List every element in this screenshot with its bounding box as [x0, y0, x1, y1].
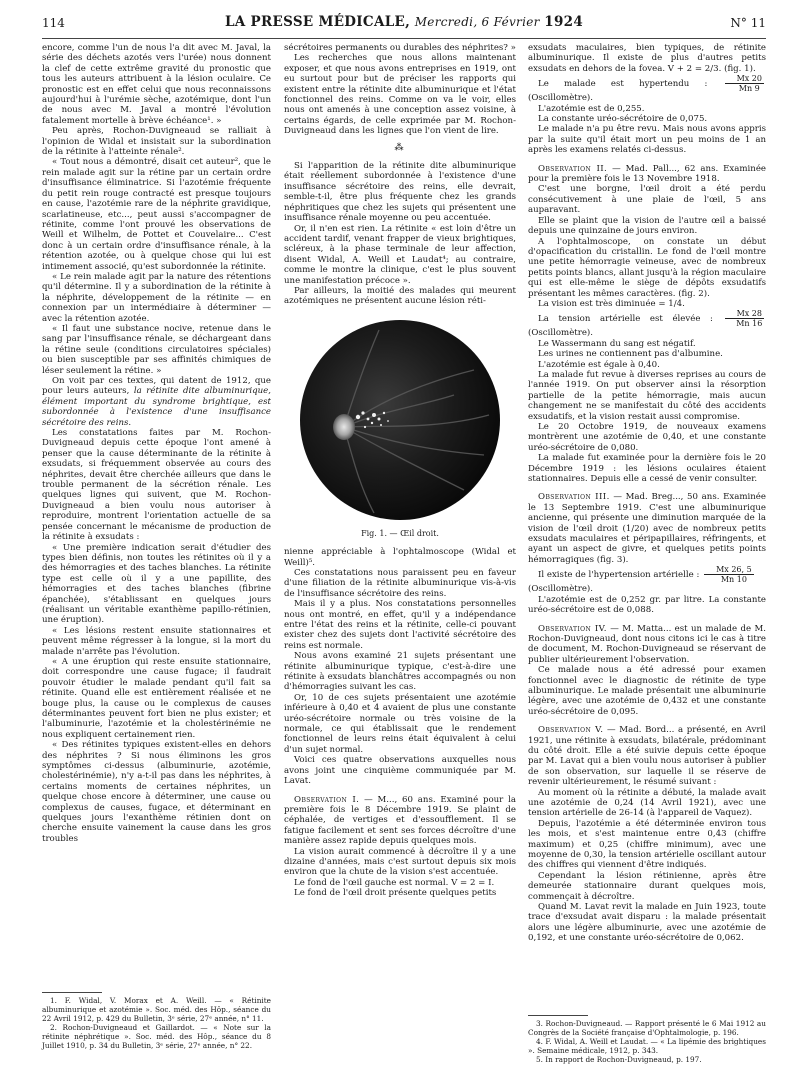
observation-1: [284, 795, 516, 847]
column-middle: [284, 43, 516, 899]
column-left: [42, 43, 271, 844]
paragraph: La vision est très diminuée = 1/4.: [538, 298, 685, 309]
formula-num: Mx 28: [725, 309, 764, 319]
paragraph: (Oscillomètre).: [528, 584, 594, 595]
formula-den: Mn 10: [720, 575, 747, 585]
paragraph: Les urines ne contiennent pas d'albumine.: [538, 349, 723, 360]
paragraph: L'azotémie est de 0,255.: [538, 103, 645, 114]
tension-lead: La tension artérielle est élevée :: [538, 314, 713, 325]
paragraph: C'est une borgne, l'œil droit a été perdu consécutivement à une plaie de l'œil, 5 ans auparavant.: [528, 184, 766, 216]
paragraph: La malade fut examinée pour la dernière fois le 20 Décembre 1919 : les lésions oculaires étaient stationnaires. Depuis elle a cessé de venir consulter.: [528, 453, 766, 485]
footnote-rule: [42, 992, 102, 993]
paragraph: Or, 10 de ces sujets présentaient une azotémie inférieure à 0,40 et 4 avaient de plus une constante uréo-sécrétoire normale ou très voisine de la normale, ce qui établissait que le rendement fonctionnel de leurs reins était équivalent à celui d'un sujet normal.: [284, 692, 516, 755]
paragraph: Nous avons examiné 21 sujets présentant une rétinite albuminurique typique, c'est-à-dire une rétinite à exsudats blanchâtres accompagnés ou non d'hémorragies suivant les cas.: [284, 651, 516, 693]
observation-text: — Mad. Bord... a présenté, en Avril 1921, une rétinite à exsudats, bilatérale, prédominant du côté droit. Elle a été suivie depuis cette époque par M. Lavat qui a bien voulu nous autoriser à publier de son observation, sur laquelle il se réserve de revenir ultérieurement, le résumé suivant :: [528, 725, 766, 788]
paragraph: nienne appréciable à l'ophtalmoscope (Widal et Weill)⁵.: [284, 547, 516, 568]
header-rule: [42, 38, 766, 39]
tension-line: [528, 565, 766, 584]
figure-caption: Fig. 1. — Œil droit.: [361, 528, 439, 538]
paragraph: Or, il n'en est rien. La rétinite « est loin d'être un accident tardif, venant frapper de vieux brightiques, scléreux, à la phase terminale de leur affection, disent Widal, A. Weill et Laudat⁴; au contraire, comme le montre la clinique, c'est le plus souvent une manifestation précoce ».: [284, 223, 516, 286]
issue-year: 1924: [544, 14, 584, 30]
figure-fundus: [284, 315, 516, 525]
tension-tail: (Oscillomètre).: [528, 328, 594, 339]
tension-lead: Il existe de l'hypertension artérielle :: [538, 570, 700, 581]
observation-3: [528, 492, 766, 565]
paragraph: « Les lésions restent ensuite stationnaires et peuvent même régresser à la longue, si la mort du malade n'arrête pas l'évolution.: [42, 625, 271, 657]
paragraph: Si l'apparition de la rétinite dite albuminurique était réellement subordonnée à l'existence d'une insuffisance sécrétoire des reins, elle devrait, semble-t-il, être plus fréquente chez les grands néphritiques que chez les sujets qui présentent une insuffisance rénale moyenne ou peu accentuée.: [284, 161, 516, 224]
paragraph: « Le rein malade agit par la nature des rétentions qu'il détermine. Il y a subordination de la rétinite à la néphrite, développement de la rétinite — en connexion par un intermédiaire à déterminer — avec la rétention azotée.: [42, 271, 271, 324]
page-header: [42, 14, 766, 36]
paragraph: Mais il y a plus. Nos constatations personnelles nous ont montré, en effet, qu'il y a indépendance entre l'état des reins et la rétinite, celle-ci pouvant exister chez des sujets dont l'activité sécrétoire des reins est normale.: [284, 599, 516, 651]
paragraph: L'azotémie est de 0,252 gr. par litre. La constante uréo-sécrétoire est de 0,088.: [528, 594, 766, 616]
paragraph: « Des rétinites typiques existent-elles en dehors des néphrites ? Si nous éliminons les gros symptômes ci-dessus (albuminurie, azotémie, cholestérinémie), n'y a-t-il pas dans les néphrites, à certains moments de certaines néphrites, un quelque chose encore à déterminer, une cause ou complexus de causes, fugace, et déterminant en quelques jours l'exanthème rétinien dont on cherche ensuite vainement la cause dans les gros troubles: [42, 740, 271, 844]
paragraph: Le Wassermann du sang est négatif.: [538, 338, 696, 349]
italic-text: la rétinite dite albuminurique, élément important du syndrome brightique, est subordonnée à l'existence d'une insuffisance sécrétoire des reins.: [42, 386, 271, 428]
paragraph: L'azotémie est égale à 0,40.: [538, 359, 660, 370]
footnote: 2. Rochon-Duvigneaud et Gaillardot. — « Note sur la rétinite néphrétique ». Soc. méd. des Hôp., séance du 8 Juillet 1910, p. 34 du Bulletin, 3ᵉ série, 27ᵉ année, n° 22.: [42, 1023, 271, 1050]
footnote: 1. F. Widal, V. Morax et A. Weill. — « Rétinite albuminurique et azotémie ». Soc. méd. des Hôp., séance du 22 Avril 1912, p. 429 du Bulletin, 3ᵉ série, 27ᵉ année, n° 11.: [42, 996, 271, 1023]
observation-label: Observation IV.: [538, 623, 607, 634]
tension-line: [528, 309, 766, 338]
tension-formula: [704, 565, 754, 584]
lead-text: On voit par ces textes, qui datent de 1912, que pour leurs auteurs,: [42, 376, 271, 397]
observation-label: Observation I.: [294, 794, 360, 805]
formula-den: Mn 16: [736, 319, 763, 329]
paragraph: [42, 376, 271, 428]
page-number: 114: [42, 16, 65, 30]
tension-line: [528, 74, 766, 103]
paragraph: Le malade n'a pu être revu. Mais nous avons appris par la suite qu'il était mort un peu moins de 1 an après les examens relatés ci-dessus.: [528, 124, 766, 156]
paragraph: Cependant la lésion rétinienne, après être demeurée stationnaire durant quelques mois, commençait à décroître.: [528, 870, 766, 902]
fundus-image: [284, 315, 516, 525]
paragraph: Voici ces quatre observations auxquelles nous avons joint une cinquième communiquée par M. Lavat.: [284, 755, 516, 787]
paragraph: « Tout nous a démontré, disait cet auteur², que le rein malade agit sur la rétine par un certain ordre d'insuffisance éliminatrice. Si l'azotémie fréquente du petit rein rouge contracté est presque toujours en cause, l'azotémie rare de la néphrite gravidique, scarlatineuse, etc..., peut aussi s'accompagner de rétinite, comme l'ont prouvé les observations de Weill et Wilhelm, de Pottet et Couvelaire... C'est donc à un certain ordre d'insuffisance rénale, à la rétention azotée, ou à quelque chose qui lui est intimement associé, qu'est subordonnée la rétinite.: [42, 157, 271, 272]
footnote: 4. F. Widal, A. Weill et Laudat. — « La lipémie des brightiques ». Semaine médicale, 1912, p. 343.: [528, 1037, 766, 1055]
footnote-rule: [528, 1015, 588, 1016]
tension-formula: [725, 309, 764, 328]
paragraph: La malade fut revue à diverses reprises au cours de l'année 1919. On put observer ainsi la résorption partielle de la petite hémorragie, mais aucun changement ne se manifestait du côté des accidents exsudatifs, et la vision restait aussi compromise.: [528, 369, 766, 422]
paragraph: Les recherches que nous allons maintenant exposer, et que nous avons entreprises en 1919, ont eu surtout pour but de préciser les rapports qui existent entre la rétinite dite albuminurique et l'état fonctionnel des reins. Comme on va le voir, elles nous ont amenés à une conception assez voisine, à certains égards, de celle exprimée par M. Rochon-Duvigneaud dans les lignes que l'on vient de lire.: [284, 53, 516, 137]
paragraph: Ces constatations nous paraissent peu en faveur d'une filiation de la rétinite albuminurique vis-à-vis de l'insuffisance sécrétoire des reins.: [284, 567, 516, 599]
paragraph: Quand M. Lavat revit la malade en Juin 1923, toute trace d'exsudat avait disparu : la malade présentait alors une légère albuminurie, avec une azotémie de 0,192, et une constante uréo-sécrétoire de 0,062.: [528, 902, 766, 944]
paragraph: Depuis, l'azotémie a été déterminée environ tous les mois, et s'est maintenue entre 0,43 (chiffre maximum) et 0,25 (chiffre minimum), avec une moyenne de 0,30, la tension artérielle oscillant autour des chiffres qui viennent d'être indiqués.: [528, 818, 766, 871]
paragraph: Au moment où la rétinite a débuté, la malade avait une azotémie de 0,24 (14 Avril 1921), avec une tension artérielle de 26-14 (à l'appareil de Vaquez).: [528, 787, 766, 819]
paragraph: sécrétoires permanents ou durables des néphrites? »: [284, 43, 516, 53]
paragraph: encore, comme l'un de nous l'a dit avec M. Javal, la série des déchets azotés vers l'urée) nous donnent la clef de cette extrême gravité du pronostic que tous les auteurs attribuent à la lésion oculaire. Ce pronostic est en effet celui que nous reconnaissons aujourd'hui à l'urémie sèche, azotémique, dont l'un de nous avec M. Javal a montré l'évolution fatalement mortelle à brève échéance¹. »: [42, 43, 271, 126]
observation-5: [528, 725, 766, 787]
observation-label: Observation III.: [538, 492, 610, 503]
paragraph: La constante uréo-sécrétoire de 0,075.: [538, 114, 708, 125]
observation-text: — Mad. Breg..., 50 ans. Examinée le 13 Septembre 1919. C'est une albuminurique ancienne, qui présente une diminution marquée de la vision de l'œil droit (1/20) avec de nombreux petits exsudats maculaires et péripapillaires, réfringents, et ayant un aspect de givre, et quelques petits points hémorragiques (fig. 3).: [528, 492, 766, 565]
paragraph: « Il faut une substance nocive, retenue dans le sang par l'insuffisance rénale, se déchargeant dans la rétine seule (conditions circulatoires spéciales) ou bien susceptible par ses affinités chimiques de léser seulement la rétine. »: [42, 323, 271, 376]
observation-label: Observation V.: [538, 725, 604, 736]
paragraph: Le fond de l'œil droit présente quelques petits: [294, 888, 497, 899]
observation-label: Observation II.: [538, 163, 608, 174]
paragraph: A l'ophtalmoscope, on constate un début d'opacification du cristallin. Le fond de l'œil montre une petite hémorragie veineuse, avec de nombreux petits points blancs, allant jusqu'à la région maculaire qui est elle-même le siège de dépôts exsudatifs présentant les mêmes caractères. (fig. 2).: [528, 236, 766, 299]
observation-2: [528, 164, 766, 185]
paragraph: Le fond de l'œil gauche est normal. V = 2 = I.: [294, 877, 495, 888]
tension-lead: Le malade est hypertendu :: [538, 79, 708, 90]
footnote: 3. Rochon-Duvigneaud. — Rapport présenté le 6 Mai 1912 au Congrès de la Société française d'Ophtalmologie, p. 196.: [528, 1019, 766, 1037]
observation-text: — M. Matta... est un malade de M. Rochon-Duvigneaud, dont nous citons ici le cas à titre de document, M. Rochon-Duvigneaud se réservant de publier ultérieurement l'observation.: [528, 623, 767, 665]
tension-tail: (Oscillomètre).: [528, 93, 594, 104]
paragraph: Peu après, Rochon-Duvigneaud se ralliait à l'opinion de Widal et insistait sur la subordination de la rétinite à l'atteinte rénale².: [42, 126, 271, 158]
footnote: 5. In rapport de Rochon-Duvigneaud, p. 197.: [536, 1055, 702, 1064]
formula-den: Mn 9: [738, 84, 760, 94]
paragraph: « Une première indication serait d'étudier des types bien définis, non toutes les rétinites où il y a des hémorragies et des taches blanches. La rétinite type est celle où il y a une papillite, des hémorragies et des taches blanches (fibrine épanchée), s'établissant en quelques jours (réalisant un véritable exanthème papillo-rétinien, une éruption).: [42, 542, 271, 626]
tension-formula: [725, 74, 764, 93]
column-right: [528, 43, 766, 944]
observation-4: [528, 624, 766, 666]
paragraph: Elle se plaint que la vision de l'autre œil a baissé depuis une quinzaine de jours environ.: [528, 215, 766, 237]
formula-num: Mx 20: [725, 74, 764, 84]
formula-num: Mx 26, 5: [704, 565, 754, 575]
paragraph: Le 20 Octobre 1919, de nouveaux examens montrèrent une azotémie de 0,40, et une constante uréo-sécrétoire de 0,080.: [528, 422, 766, 453]
paragraph: Les constatations faites par M. Rochon-Duvigneaud depuis cette époque l'ont amené à penser que la cause déterminante de la rétinite à exsudats, si fréquemment observée au cours des néphrites, devait être cherchée ailleurs que dans le trouble permanent de la sécrétion rénale. Les quelques lignes qui suivent, que M. Rochon-Duvigneaud a bien voulu nous autoriser à reproduire, montrent l'orientation actuelle de sa pensée concernant le mécanisme de production de la rétinite à exsudats :: [42, 428, 271, 543]
paragraph: Par ailleurs, la moitié des malades qui meurent azotémiques ne présentent aucune lésion réti-: [284, 285, 516, 307]
issue-date: Mercredi, 6 Février: [414, 15, 540, 29]
footnotes-left: [42, 996, 271, 1050]
section-separator: ⁂: [394, 142, 406, 153]
issue-number: N° 11: [730, 16, 766, 30]
observation-text: — M..., 60 ans. Examiné pour la première fois le 8 Décembre 1919. Se plaint de céphalée, de vertiges et d'essoufflement. Il se fatigue facilement et sent ses forces décroître d'une manière assez rapide depuis quelques mois.: [284, 794, 516, 847]
paragraph: La vision aurait commencé à décroître il y a une dizaine d'années, mais c'est surtout depuis six mois environ que la chute de la vision s'est accentuée.: [284, 846, 516, 878]
paragraph: exsudats maculaires, bien typiques, de rétinite albuminurique. Il existe de plus d'autres petits exsudats en dehors de la fovea. V + 2 = 2/3. (fig. 1).: [528, 43, 766, 74]
journal-title: [42, 14, 766, 30]
journal-name: LA PRESSE MÉDICALE,: [224, 14, 411, 30]
paragraph: Ce malade nous a été adressé pour examen fonctionnel avec le diagnostic de rétinite de type albuminurique. Le malade présentait une albuminurie légère, avec une azotémie de 0,432 et une constante uréo-sécrétoire de 0,095.: [528, 665, 766, 717]
footnotes-right: [528, 1019, 766, 1064]
paragraph: « A une éruption qui reste ensuite stationnaire, doit correspondre une cause fugace; il faudrait pouvoir étudier le malade pendant qu'il fait sa rétinite. Quand elle est entièrement réalisée et ne bouge plus, la cause ou le complexus de causes déterminantes peuvent fort bien ne plus exister; et l'albuminurie, l'azotémie et la cholestérinémie ne nous expliquent certainement rien.: [42, 656, 271, 740]
observation-text: — Mad. Pall..., 62 ans. Examinée pour la première fois le 13 Novembre 1918.: [528, 163, 766, 185]
